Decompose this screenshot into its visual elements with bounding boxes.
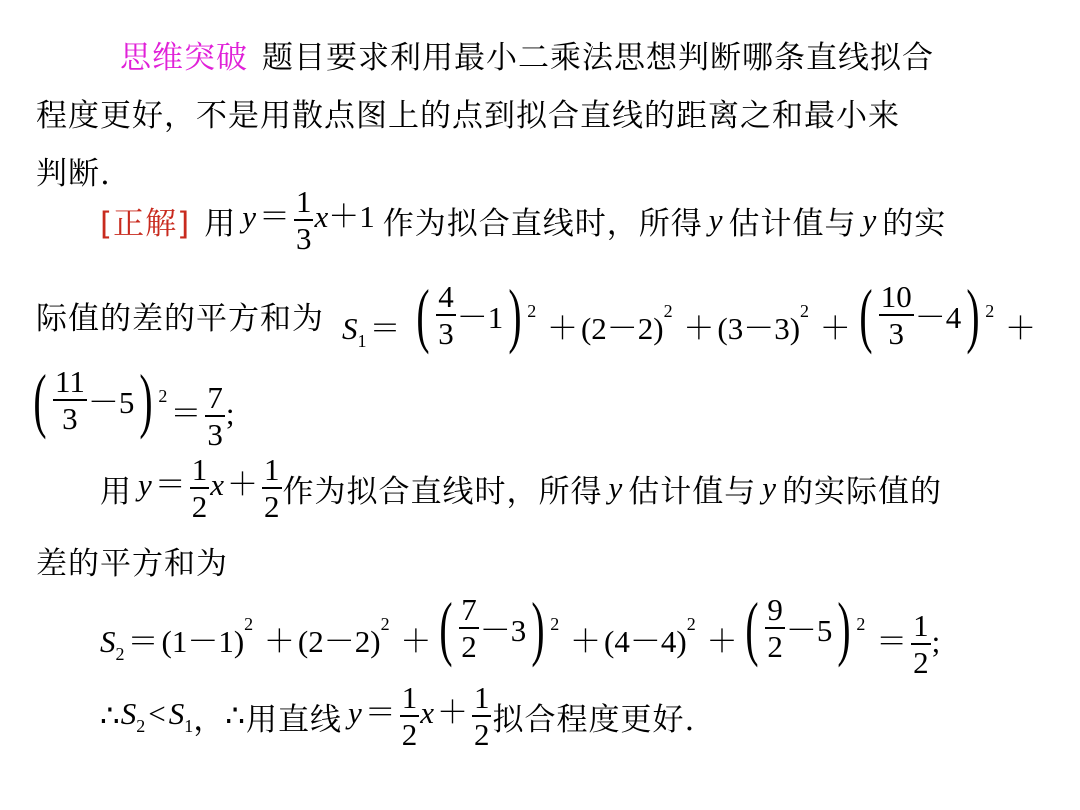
s2-equation: $S_2=(1-1)^2 +(2-2)^2$ ＋ ( $\frac{7}{2}$ －3 ) $^2 +(4-4)^2$ ＋ ( $\frac{9}{2}$ －5 ) $^2$ ＝ $\frac{1}{2}$ ; [100, 587, 941, 681]
s2-line [100, 587, 941, 681]
para3-est: 估计值与 [628, 473, 757, 510]
fraction: $\frac{1}{3}$ [295, 184, 312, 256]
para2-line2 [36, 270, 1039, 360]
comparison: $S_2<S_1$ [120, 695, 194, 736]
therefore-symbol: ∴ [225, 698, 246, 734]
s1-equation: $S_1=$ ( $\frac{4}{3}$ －1 ) $^2 +(2-2)^2 +(3-3)^2$ ＋ ( $\frac{10}{3}$ －4 ) $^2$ ＋ [342, 274, 1036, 355]
para3-intro: 用 [100, 473, 132, 510]
equation-line3: y＝ $\frac{1}{2}$ x＋ $\frac{1}{2}$ [347, 680, 490, 752]
conclusion-line: ∴ $S_2<S_1$ ， ∴ 用直线 y＝ $\frac{1}{2}$ x＋ $\frac{1}{2}$ 拟合程度更好. [100, 680, 696, 752]
label-solution: [正解] [100, 205, 191, 242]
conclusion-text: 用直线 [245, 701, 342, 738]
label-thinking-breakthrough: 思维突破 [120, 40, 248, 76]
para2-line2-text: 际值的差的平方和为 [36, 300, 324, 337]
para3-rest: 作为拟合直线时，所得 [282, 473, 603, 510]
para3-line1: 用 y＝ $\frac{1}{2}$ x＋ $\frac{1}{2}$ 作为拟合直线时，所得 y 估计值与 y 的实际值的 [100, 452, 943, 524]
para2-line3 [28, 359, 235, 453]
para2-intro: 用 [204, 205, 237, 242]
para1-text1: 题目要求利用最小二乘法思想判断哪条直线拟合 [262, 40, 934, 76]
equation-line2: y＝ $\frac{1}{2}$ x＋ $\frac{1}{2}$ [138, 452, 280, 524]
para1-line3: 判断. [36, 156, 111, 192]
para3-tail: 的实际值的 [782, 473, 943, 510]
conclusion-tail: 拟合程度更好. [492, 701, 696, 738]
var-y: y [708, 202, 723, 237]
equation-line1: y＝ $\frac{1}{3}$ x＋1 [242, 184, 375, 256]
therefore-symbol: ∴ [100, 698, 121, 734]
var-y: y [242, 199, 256, 235]
para2-est: 估计值与 [728, 205, 857, 242]
para2-line1 [100, 180, 946, 260]
var-x: x [314, 199, 329, 235]
para1-line2: 程度更好，不是用散点图上的点到拟合直线的距离之和最小来 [36, 98, 900, 134]
para1-line1 [120, 32, 934, 77]
var-y: y [862, 202, 877, 237]
para2-rest: 作为拟合直线时，所得 [382, 205, 703, 242]
s1-equation-cont: ( $\frac{11}{3}$ －5 ) $^2$＝ $\frac{7}{3}$ ; [33, 359, 235, 453]
para3-line2: 差的平方和为 [36, 546, 228, 582]
para2-de: 的实 [882, 205, 947, 242]
